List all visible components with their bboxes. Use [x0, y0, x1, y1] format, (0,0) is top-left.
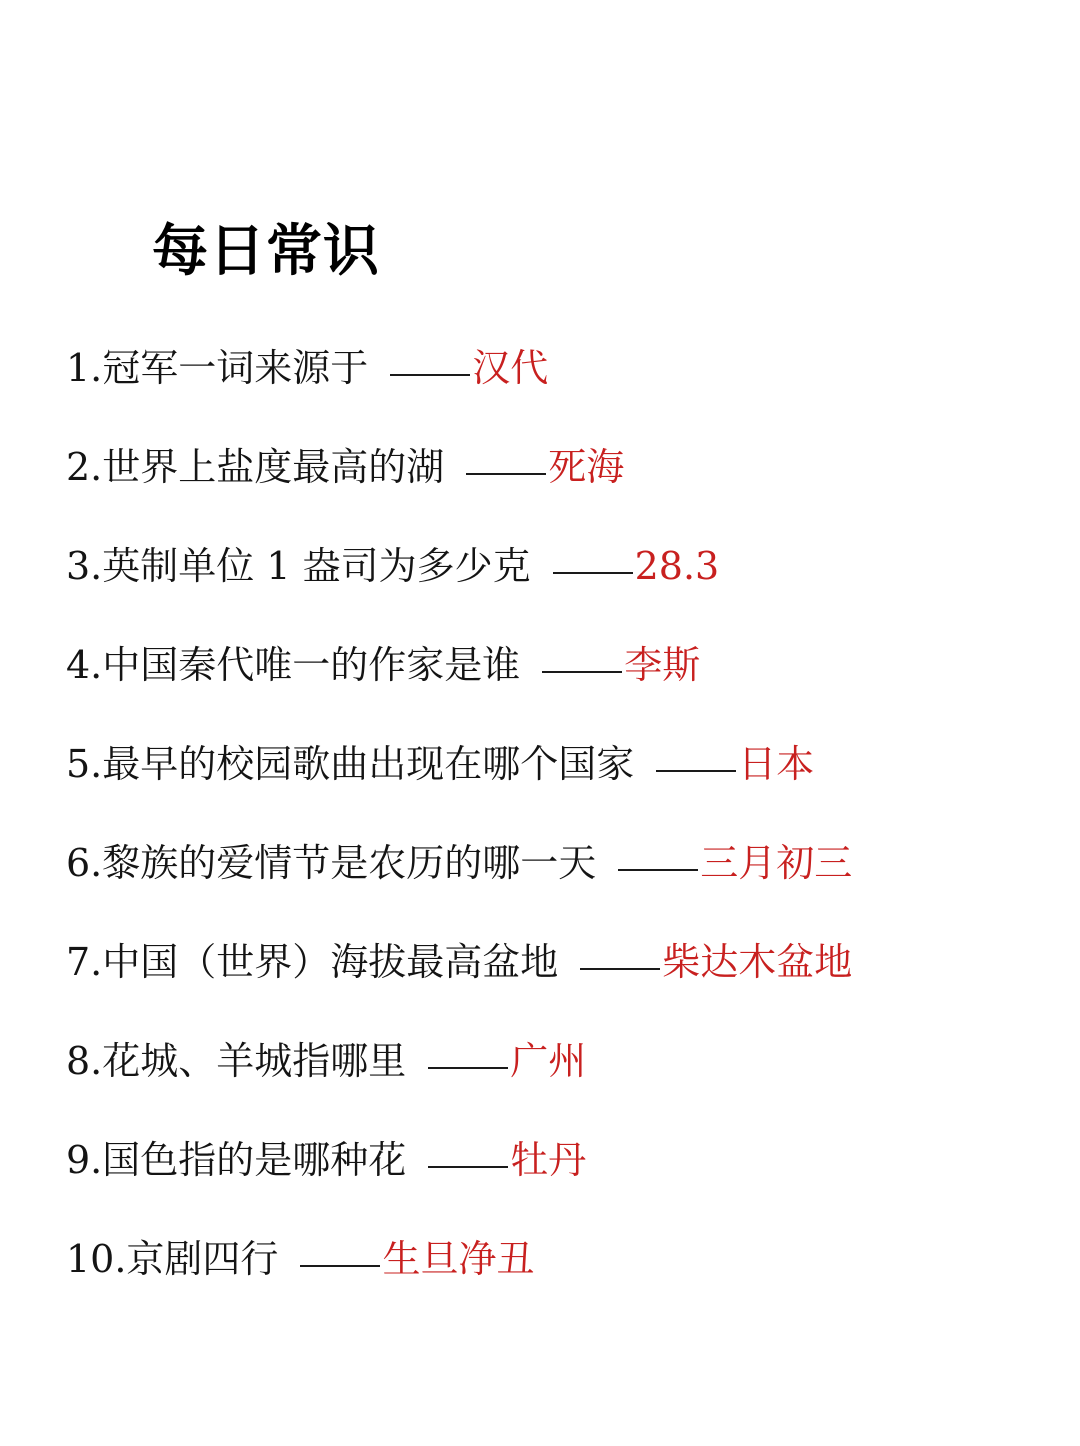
answer-text: 28.3: [634, 543, 720, 588]
question-text: 2.世界上盐度最高的湖: [66, 444, 445, 489]
dash-separator: [428, 1067, 508, 1069]
list-item: [66, 1110, 1056, 1209]
dash-separator: [618, 869, 698, 871]
question-text: 10.京剧四行: [66, 1236, 279, 1281]
answer-text: 日本: [738, 741, 815, 786]
answer-text: 广州: [510, 1038, 587, 1083]
question-text: 6.黎族的爱情节是农历的哪一天: [66, 840, 597, 885]
answer-text: 三月初三: [700, 840, 853, 885]
page-title: 每日常识: [152, 219, 380, 284]
question-text: 1.冠军一词来源于: [66, 345, 369, 390]
list-item: [66, 813, 1056, 912]
list-item: [66, 615, 1056, 714]
list-item: [66, 1011, 1056, 1110]
dash-separator: [542, 671, 622, 673]
answer-text: 死海: [548, 444, 625, 489]
list-item: [66, 714, 1056, 813]
answer-text: 汉代: [472, 345, 549, 390]
dash-separator: [390, 374, 470, 376]
answer-text: 李斯: [624, 642, 701, 687]
answer-text: 柴达木盆地: [662, 939, 853, 984]
question-text: 9.国色指的是哪种花: [66, 1137, 407, 1182]
question-text: 3.英制单位 1 盎司为多少克: [66, 543, 531, 588]
question-text: 4.中国秦代唯一的作家是谁: [66, 642, 521, 687]
qa-list: [66, 318, 1056, 1308]
answer-text: 生旦净丑: [382, 1236, 535, 1281]
question-text: 7.中国（世界）海拔最高盆地: [66, 939, 559, 984]
list-item: [66, 516, 1056, 615]
answer-text: 牡丹: [510, 1137, 587, 1182]
dash-separator: [300, 1265, 380, 1267]
question-text: 8.花城、羊城指哪里: [66, 1038, 407, 1083]
dash-separator: [466, 473, 546, 475]
dash-separator: [580, 968, 660, 970]
question-text: 5.最早的校园歌曲出现在哪个国家: [66, 741, 635, 786]
list-item: [66, 318, 1056, 417]
dash-separator: [428, 1166, 508, 1168]
dash-separator: [553, 572, 633, 574]
list-item: [66, 1209, 1056, 1308]
dash-separator: [656, 770, 736, 772]
list-item: [66, 417, 1056, 516]
list-item: [66, 912, 1056, 1011]
